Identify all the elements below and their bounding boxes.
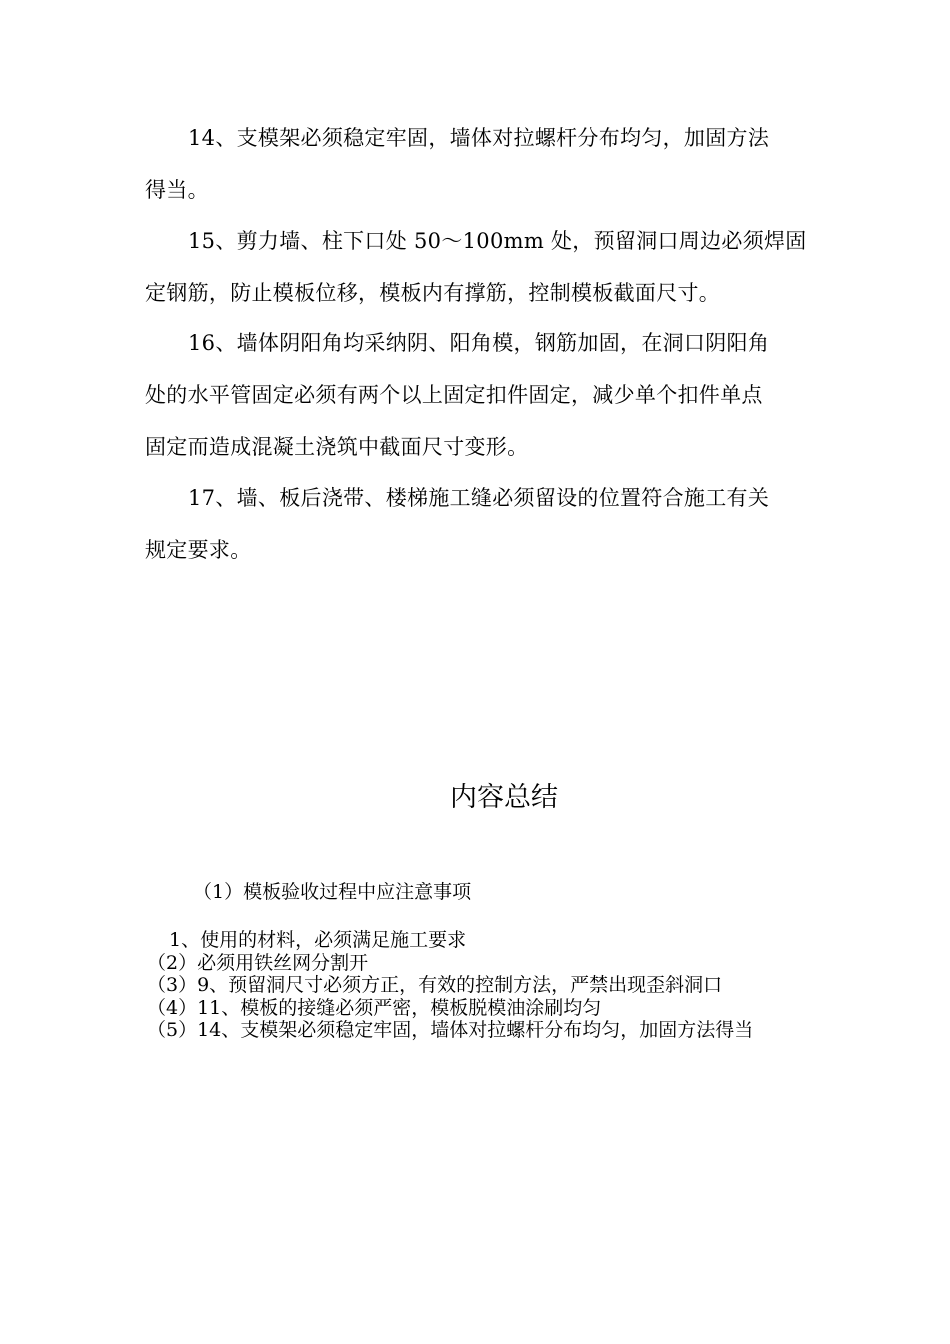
summary-item: （2）必须用铁丝网分割开 [147, 951, 369, 974]
paragraph-16 [145, 317, 805, 473]
paragraph-line: 规定要求。 [145, 538, 252, 562]
summary-heading: （1）模板验收过程中应注意事项 [193, 881, 472, 903]
paragraph-line: 16、墙体阴阳角均采纳阴、阳角模，钢筋加固，在洞口阴阳角 [188, 331, 770, 355]
summary-item: 1、使用的材料，必须满足施工要求 [169, 929, 467, 951]
paragraph-line: 定钢筋，防止模板位移，模板内有撑筋，控制模板截面尺寸。 [145, 281, 721, 305]
summary-item: （4）11、模板的接缝必须严密，模板脱模油涂刷均匀 [147, 996, 602, 1019]
summary-list [147, 929, 753, 1042]
paragraph-line: 固定而造成混凝土浇筑中截面尺寸变形。 [145, 435, 529, 459]
paragraph-line: 17、墙、板后浇带、楼梯施工缝必须留设的位置符合施工有关 [188, 486, 770, 510]
paragraph-line: 得当。 [145, 178, 209, 202]
paragraph-line: 处的水平管固定必须有两个以上固定扣件固定，减少单个扣件单点 [145, 383, 763, 407]
summary-item: （5）14、支模架必须稳定牢固，墙体对拉螺杆分布均匀，加固方法得当 [147, 1019, 754, 1041]
paragraph-15 [145, 215, 805, 319]
paragraph-line: 14、支模架必须稳定牢固，墙体对拉螺杆分布均匀，加固方法 [188, 126, 770, 150]
summary-title: 内容总结 [450, 782, 558, 813]
paragraph-line: 15、剪力墙、柱下口处 50～100mm 处，预留洞口周边必须焊固 [188, 229, 807, 253]
paragraph-17 [145, 472, 805, 576]
summary-item: （3）9、预留洞尺寸必须方正，有效的控制方法，严禁出现歪斜洞口 [147, 974, 723, 996]
paragraph-14 [145, 112, 805, 216]
